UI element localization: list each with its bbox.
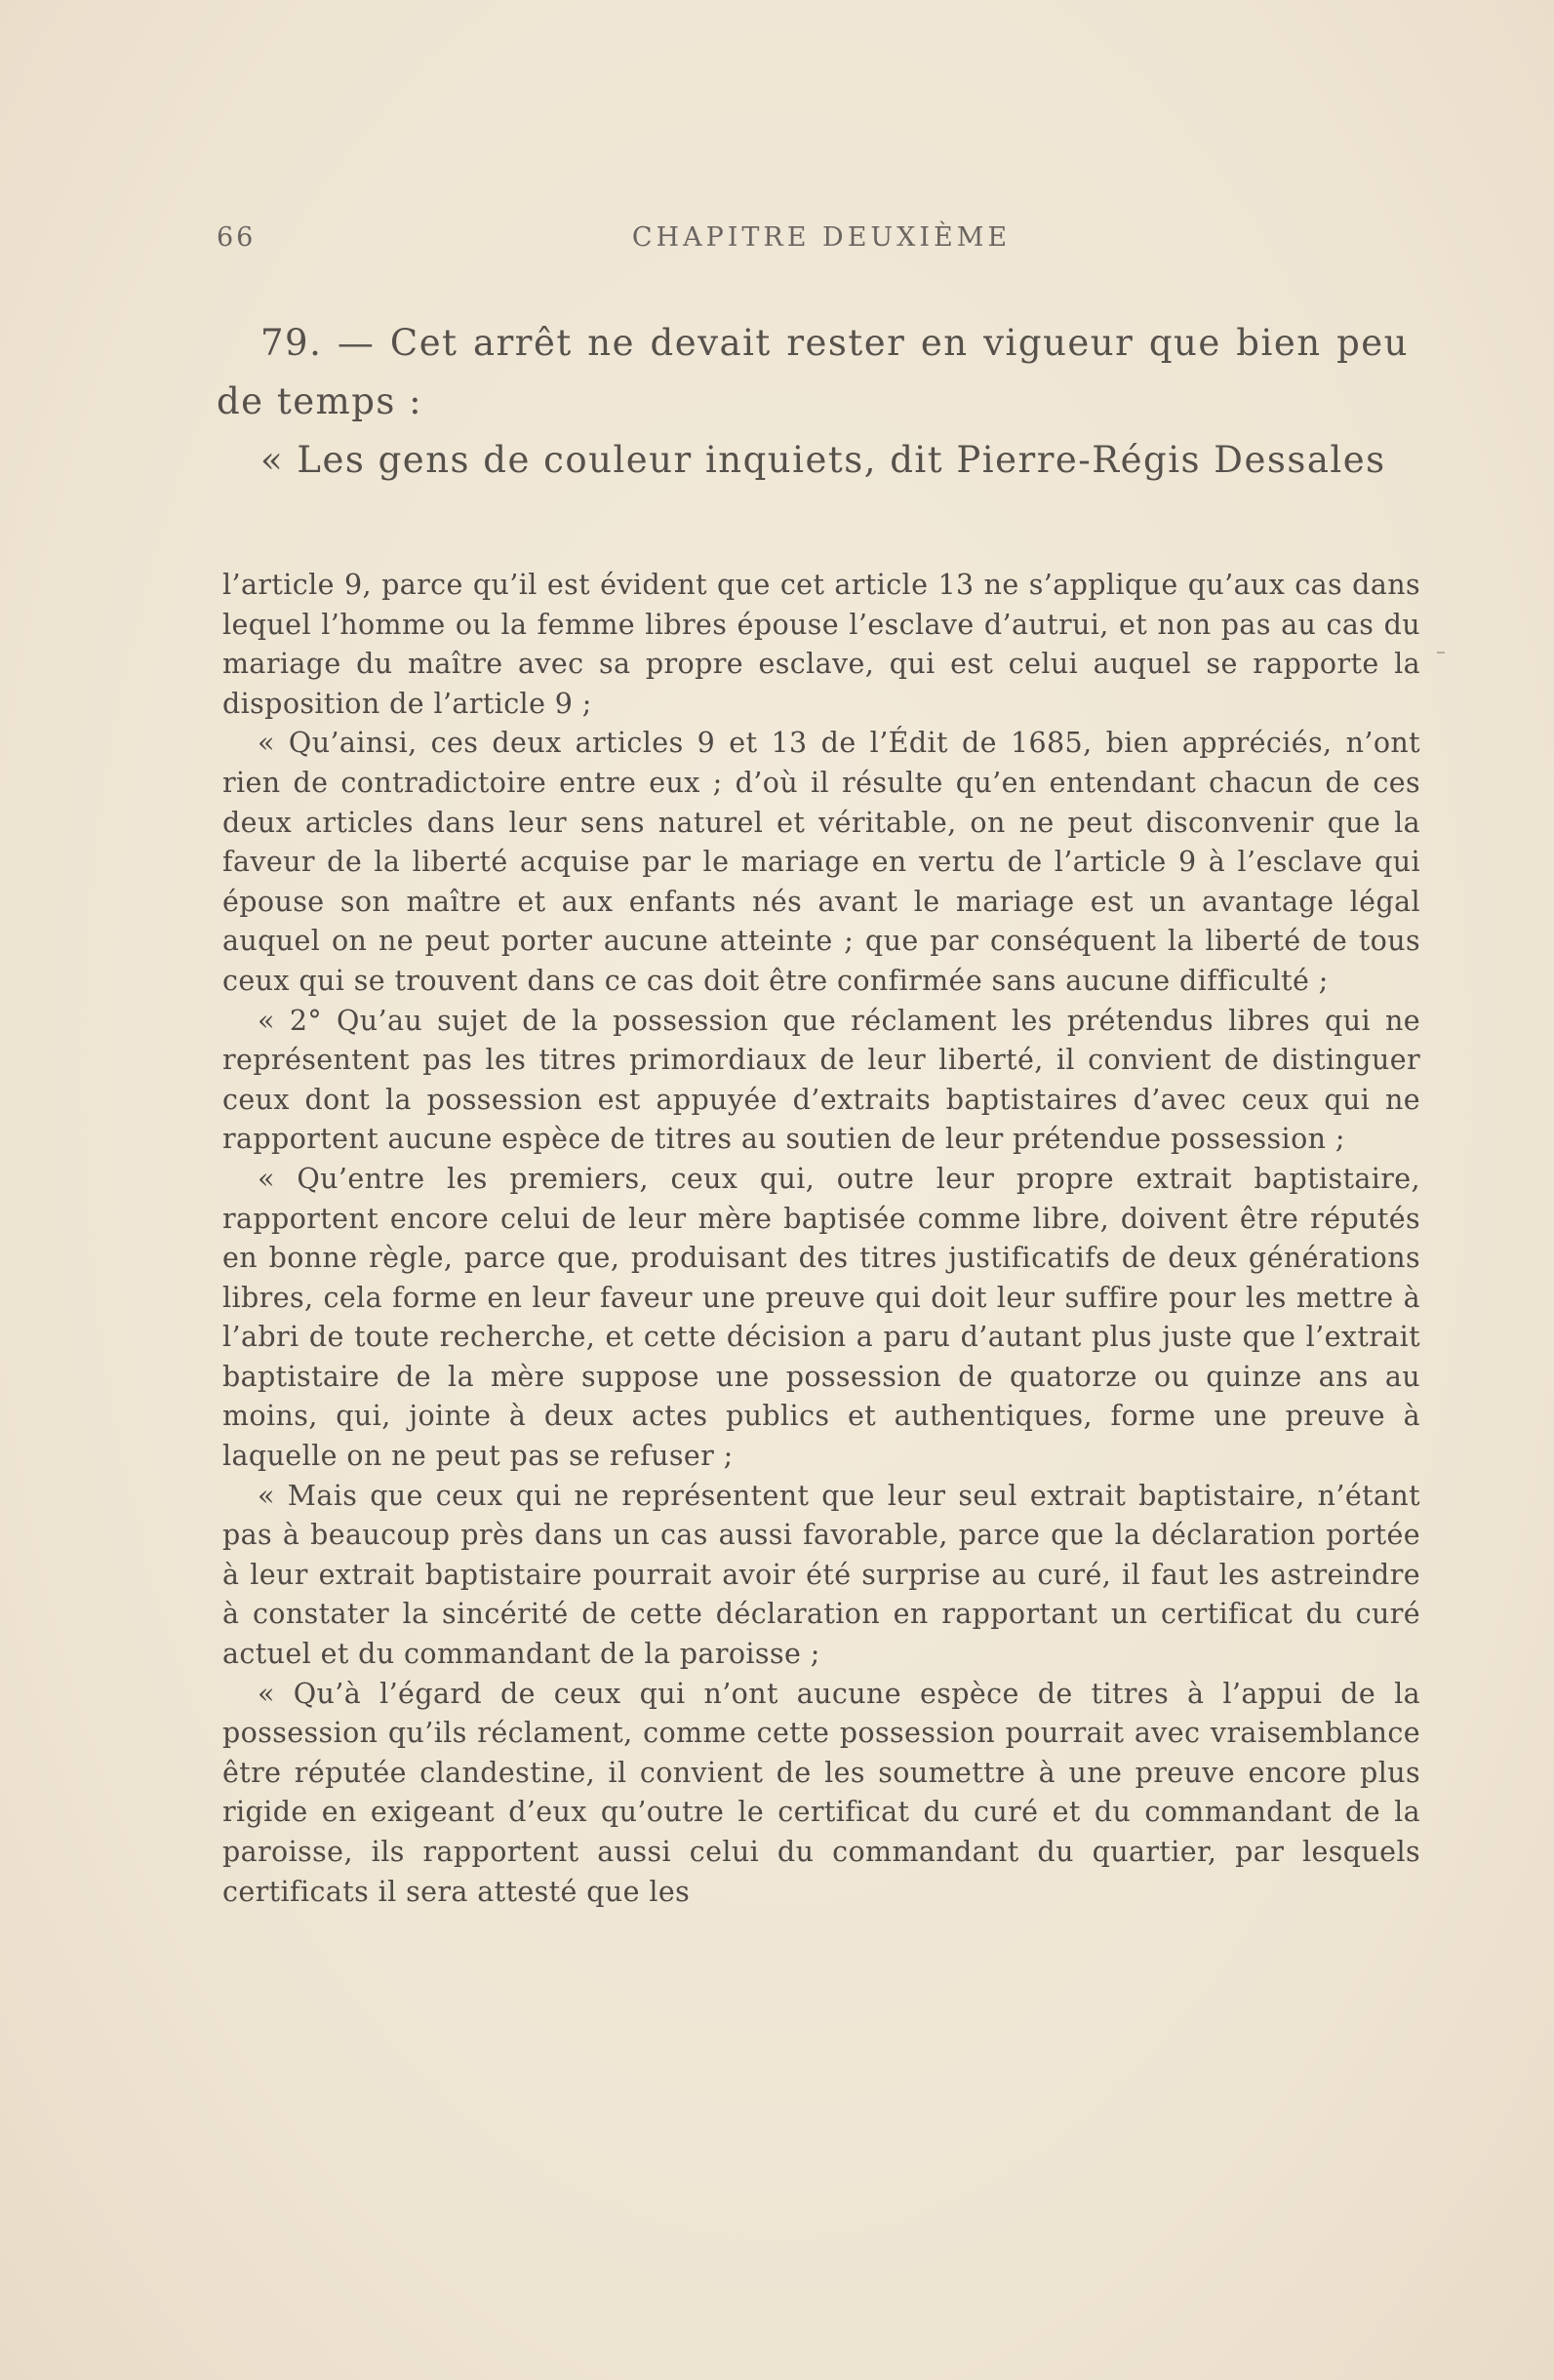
footnote-block	[222, 566, 1420, 1912]
chapter-title: CHAPITRE DEUXIÈME	[631, 222, 1012, 253]
main-text	[217, 314, 1409, 490]
footnote-paragraph: « Mais que ceux qui ne représentent que leur seul extrait baptistaire, n’étant pas à beaucoup près dans un cas aussi favorable, parce que la déclaration portée à leur extrait baptistaire pourrait avoir été surprise au curé, il faut les astreindre à constater la sincérité de cette déclaration en rapportant un certificat du curé actuel et du commandant de la paroisse ;	[222, 1479, 1420, 1671]
footnote-paragraph: « 2° Qu’au sujet de la possession que réclament les prétendus libres qui ne représentent pas les titres primordiaux de leur liberté, il convient de distinguer ceux dont la possession est appuyée d’extraits baptistaires d’avec ceux qui ne rapportent aucune espèce de titres au soutien de leur prétendue possession ;	[222, 1004, 1420, 1156]
lead-paragraph-79: 79. — Cet arrêt ne devait rester en vigueur que bien peu de temps :	[217, 322, 1409, 422]
footnote-paragraph: « Qu’entre les premiers, ceux qui, outre leur propre extrait baptistaire, rapportent encore celui de leur mère baptisée comme libre, doivent être réputés en bonne règle, parce que, produisant des titres justificatifs de deux générations libres, cela forme en leur faveur une preuve qui doit leur suffire pour les mettre à l’abri de toute recherche, et cette décision a paru d’autant plus juste que l’extrait baptistaire de la mère suppose une possession de quatorze ou quinze ans au moins, qui, jointe à deux actes publics et authentiques, forme une preuve à laquelle on ne peut pas se refuser ;	[222, 1162, 1420, 1473]
lead-quote-paragraph: « Les gens de couleur inquiets, dit Pierre-Régis Dessales	[260, 439, 1386, 481]
page-number: 66	[217, 222, 257, 253]
footnote-paragraph: l’article 9, parce qu’il est évident que cet article 13 ne s’applique qu’aux cas dans lequel l’homme ou la femme libres épouse l’esclave d’autrui, et non pas au cas du mariage du maître avec sa propre esclave, qui est celui auquel se rapporte la disposition de l’article 9 ;	[222, 569, 1420, 720]
footnote-paragraph: « Qu’à l’égard de ceux qui n’ont aucune espèce de titres à l’appui de la possession qu’ils réclament, comme cette possession pourrait avec vraisemblance être réputée clandestine, il convient de les soumettre à une preuve encore plus rigide en exigeant d’eux qu’outre le certificat du curé et du commandant de la paroisse, ils rapportent aussi celui du commandant du quartier, par lesquels certificats il sera attesté que les	[222, 1677, 1420, 1908]
footnote-paragraph: « Qu’ainsi, ces deux articles 9 et 13 de l’Édit de 1685, bien appréciés, n’ont rien de contradictoire entre eux ; d’où il résulte qu’en entendant chacun de ces deux articles dans leur sens naturel et véritable, on ne peut disconvenir que la faveur de la liberté acquise par le mariage en vertu de l’article 9 à l’esclave qui épouse son maître et aux enfants nés avant le mariage est un avantage légal auquel on ne peut porter aucune atteinte ; que par conséquent la liberté de tous ceux qui se trouvent dans ce cas doit être confirmée sans aucune difficulté ;	[222, 727, 1420, 997]
running-head	[217, 222, 1426, 261]
margin-mark	[1437, 652, 1445, 654]
